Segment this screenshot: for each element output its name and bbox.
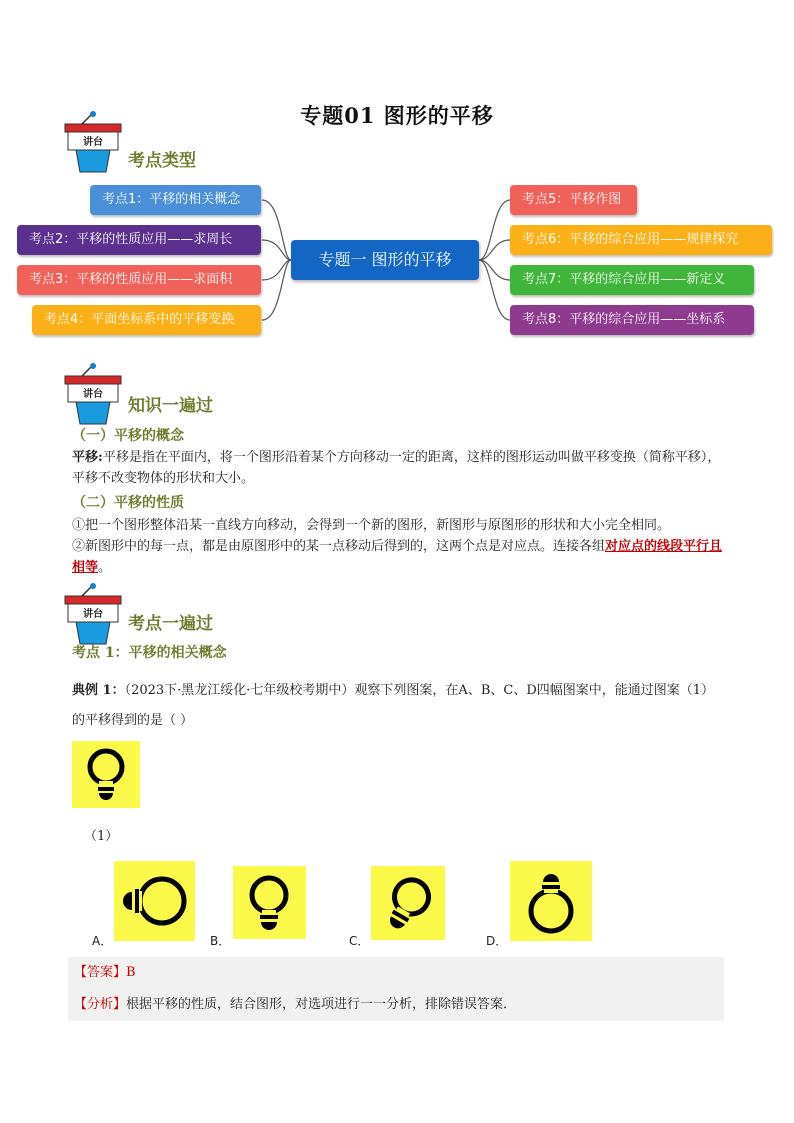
property-1: ①把一个图形整体沿某一直线方向移动，会得到一个新的图形，新图形与原图形的形状和大小完全相同。 [72,518,671,533]
bulb-icon-upside-down [510,861,592,941]
mindmap-node-kaodian3: 考点3：平移的性质应用——求面积 [17,265,261,295]
analysis-line: 【分析】根据平移的性质，结合图形，对选项进行一一分析，排除错误答案． [74,997,517,1012]
option-b-image[interactable] [233,866,306,939]
bulb-icon-tilted [371,866,445,940]
figure-1-label: （1） [84,829,119,844]
option-d-image[interactable] [510,861,592,941]
mindmap-node-kaodian4: 考点4：平面坐标系中的平移变换 [32,305,261,335]
option-d-label: D． [486,934,508,948]
page-title: 专题01 图形的平移 [300,103,494,128]
section-heading-kaodian-yibianguo: 考点一遍过 [128,614,213,634]
section-heading-kaodian-leixing: 考点类型 [128,151,196,171]
subheading-concept: （一）平移的概念 [72,428,184,444]
mindmap-node-kaodian1: 考点1：平移的相关概念 [90,185,261,215]
svg-text:讲台: 讲台 [83,389,103,400]
podium-icon [62,110,124,178]
podium-icon [62,582,124,650]
mindmap-node-kaodian2: 考点2：平移的性质应用——求周长 [17,225,261,255]
bulb-icon-rotated-left [114,861,195,941]
example-question: 典例 1：（2023下·黑龙江绥化·七年级校考期中）观察下列图案，在A、B、C、D四幅图案中，能通过图案（1）的平移得到的是（ ） [72,683,715,728]
mindmap-center-node: 专题一 图形的平移 [291,240,479,280]
answer-box [68,957,724,1021]
svg-text:讲台: 讲台 [83,137,103,148]
definition-paragraph: 平移:平移是指在平面内，将一个图形沿着某个方向移动一定的距离，这样的图形运动叫做平移变换（简称平移），平移不改变物体的形状和大小。 [72,450,721,486]
option-c-image[interactable] [371,866,445,940]
figure-1-bulb [72,741,140,808]
property-2: ②新图形中的每一点，都是由原图形中的某一点移动后得到的，这两个点是对应点。连接各组对应点的线段平行且相等。 [72,539,723,575]
option-a-image[interactable] [114,861,195,941]
podium-icon [62,362,124,430]
subheading-property: （二）平移的性质 [72,495,184,511]
mindmap-node-kaodian6: 考点6：平移的综合应用——规律探究 [510,225,772,255]
kaodian1-heading: 考点 1：平移的相关概念 [72,645,227,661]
mindmap-node-kaodian8: 考点8：平移的综合应用——坐标系 [510,305,754,335]
option-c-label: C． [349,934,370,948]
svg-text:讲台: 讲台 [83,609,103,620]
bulb-icon [72,741,140,808]
mindmap-node-kaodian5: 考点5：平移作图 [510,185,637,215]
section-heading-zhishi: 知识一遍过 [128,396,213,416]
option-b-label: B． [210,934,231,948]
answer-line: 【答案】B [74,965,136,980]
bulb-icon [233,866,306,939]
option-a-label: A． [92,934,113,948]
mindmap-node-kaodian7: 考点7：平移的综合应用——新定义 [510,265,754,295]
